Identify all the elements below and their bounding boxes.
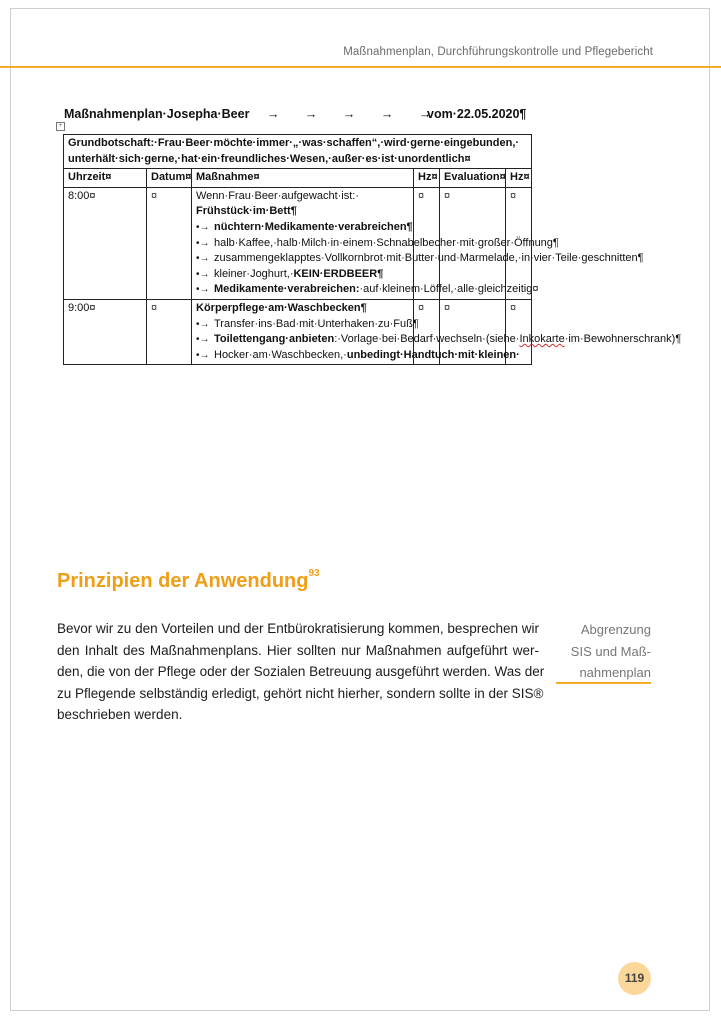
list-item: •→ nüchtern·Medikamente·verabreichen¶ xyxy=(214,220,409,236)
header-datum: Datum¤ xyxy=(147,169,192,188)
table-header-row xyxy=(64,169,532,188)
snippet-title-arrows: → → → → → xyxy=(266,107,432,121)
body-line: zu Pflegende selbständig erledigt, gehört nicht hierher, sondern sollte in der SIS® xyxy=(57,685,544,701)
body-line: den Inhalt des Maßnahmenplans. Hier sollten nur Maßnahmen aufgeführt wer- xyxy=(57,642,539,658)
margin-note-line: SIS und Maß- xyxy=(570,643,651,659)
snippet-title-text: Maßnahmenplan·Josepha·Beer xyxy=(64,107,250,121)
document-snippet xyxy=(58,104,682,508)
snippet-title-date: vom·22.05.2020¶ xyxy=(427,107,527,121)
row1-evaluation: ¤ xyxy=(440,187,506,299)
header-evaluation: Evaluation¤ xyxy=(440,169,506,188)
header-uhrzeit: Uhrzeit¤ xyxy=(64,169,147,188)
row1-list xyxy=(196,220,644,298)
table-move-handle-icon[interactable]: + xyxy=(56,122,65,131)
body-line: Bevor wir zu den Vorteilen und der Entbürokratisierung kommen, besprechen wir xyxy=(57,621,539,636)
grundbotschaft-line-1: Grundbotschaft:·Frau·Beer·möchte·immer·„·was·schaffen“,·wird·gerne·eingebunden,· xyxy=(68,137,520,149)
row2-hz-1: ¤ xyxy=(414,299,440,364)
header-rule xyxy=(0,66,721,68)
body-line: beschrieben werden. xyxy=(57,707,183,722)
section-title: Prinzipien der Anwendung$^{93}$ xyxy=(57,568,320,592)
list-item: •→ kleiner·Joghurt,·KEIN·ERDBEER¶ xyxy=(214,267,409,283)
footnote-ref[interactable]: 93 xyxy=(308,568,320,579)
row2-heading: Körperpflege·am·Waschbecken¶ xyxy=(196,301,367,314)
margin-note xyxy=(556,619,651,684)
row1-hz-2: ¤ xyxy=(506,187,532,299)
header-hz-1: Hz¤ xyxy=(414,169,440,188)
row1-time: 8:00¤ xyxy=(64,187,147,299)
row2-datum: ¤ xyxy=(147,299,192,364)
list-item: •→ Hocker·am·Waschbecken,·unbedingt·Handtuch·mit·kleinen· xyxy=(214,348,409,364)
row2-time: 9:00¤ xyxy=(64,299,147,364)
header-hz-2: Hz¤ xyxy=(506,169,532,188)
row1-heading: Frühstück·im·Bett¶ xyxy=(196,205,297,218)
row2-evaluation: ¤ xyxy=(440,299,506,364)
page-number: 119 xyxy=(618,962,651,995)
table-row xyxy=(64,135,532,169)
header-massnahme: Maßnahme¤ xyxy=(192,169,414,188)
body-paragraph xyxy=(57,618,545,726)
row2-hz-2: ¤ xyxy=(506,299,532,364)
margin-note-line: Abgrenzung xyxy=(580,622,651,637)
table-row xyxy=(64,187,532,299)
table-row xyxy=(64,299,532,364)
list-item: •→ Transfer·ins·Bad·mit·Unterhaken·zu·Fuß¶ xyxy=(214,317,409,333)
margin-note-rule xyxy=(556,682,651,684)
list-item: •→ Medikamente·verabreichen:·auf·kleinem·Löffel,·alle·gleichzeitig¤ xyxy=(214,282,409,298)
row1-intro: Wenn·Frau·Beer·aufgewacht·ist:· xyxy=(196,189,360,202)
plan-table xyxy=(63,134,682,365)
row1-hz-1: ¤ xyxy=(414,187,440,299)
grundbotschaft-line-2: unterhält·sich·gerne,·hat·ein·freundliches·Wesen,·außer·es·ist·unordentlich¤ xyxy=(68,152,471,165)
list-item: •→ halb·Kaffee,·halb·Milch·in·einem·Schnabelbecher·mit·großer·Öffnung¶ xyxy=(214,236,409,252)
grundbotschaft-cell xyxy=(64,135,532,169)
list-item: •→ Toilettengang·anbieten:·Vorlage·bei·Bedarf·wechseln·(siehe·Inkokarte·im·Bewohnerschrank)¶ xyxy=(214,332,409,348)
snippet-title xyxy=(64,107,527,121)
list-item: •→ zusammengeklapptes·Vollkornbrot·mit·Butter·und·Marmelade,·in·vier·Teile·geschnitten¶ xyxy=(214,251,409,267)
row2-list xyxy=(196,317,682,364)
row2-massnahme xyxy=(192,299,682,364)
margin-note-line: nahmenplan xyxy=(579,665,651,680)
running-header: Maßnahmenplan, Durchführungskontrolle und Pflegebericht xyxy=(343,46,653,58)
body-line: den, die von der Pflege oder der Sozialen Betreuung ausgeführt werden. Was der xyxy=(57,664,545,679)
row1-datum: ¤ xyxy=(147,187,192,299)
row1-massnahme xyxy=(192,187,644,299)
